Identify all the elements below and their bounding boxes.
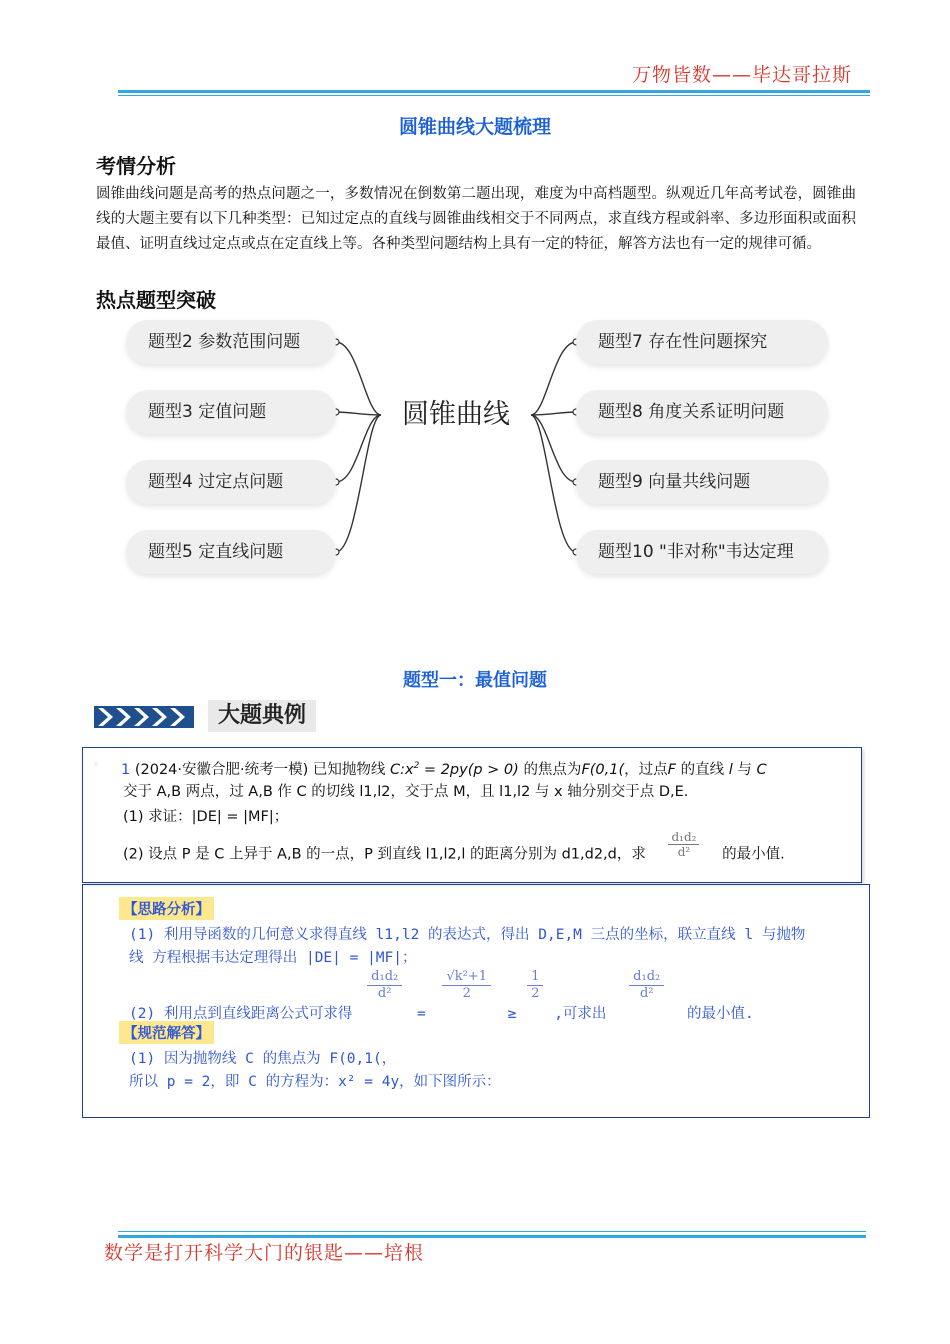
mindmap-node-right-2: 题型8 角度关系证明问题 [576, 390, 828, 434]
header-title: 万物皆数——毕达哥拉斯 [631, 64, 852, 86]
fraction-denominator: d² [377, 986, 392, 1001]
fraction-denominator: 2 [531, 986, 540, 1001]
connector-right-2 [531, 412, 576, 415]
mindmap-center: 圆锥曲线 [402, 399, 510, 430]
curve-name: C:x [390, 762, 414, 778]
mindmap-node-right-1: 题型7 存在性问题探究 [576, 320, 828, 364]
question-part-2-text: (2) 设点 P 是 C 上异于 A,B 的一点，P 到直线 l1,l2,l 的距离分别为 d1,d2,d，求 [123, 846, 646, 863]
chevrons-icon [94, 706, 194, 728]
section-heading-analysis: 考情分析 [96, 154, 176, 178]
header-rule [118, 90, 870, 93]
ratio-fraction [668, 830, 699, 859]
analysis-box [82, 884, 870, 1118]
analysis-part-2-mid: ,可求出 [554, 1005, 607, 1022]
footer-rule-thin [118, 1231, 866, 1232]
fraction-numerator: √k²+1 [442, 969, 491, 986]
analysis-fraction-2 [442, 969, 491, 1002]
connector-left-4 [336, 415, 381, 552]
fraction-denominator: 2 [462, 986, 471, 1001]
connector-right-1 [531, 342, 576, 415]
connector-left-1 [336, 342, 381, 415]
fraction-numerator: d₁d₂ [629, 969, 664, 986]
fraction-numerator: d₁d₂ [367, 969, 402, 986]
analysis-part-1-line-2: 线 方程根据韦达定理得出 |DE| = |MF|； [129, 950, 417, 966]
question-text: 与 [737, 762, 752, 778]
curve-equation: $C:x^2 = 2py(p > 0)$ [390, 761, 519, 778]
question-text: 的直线 [680, 762, 725, 778]
fraction-numerator: d₁d₂ [668, 830, 699, 845]
tag-thinking-analysis: 【思路分析】 [119, 897, 214, 920]
question-part-2-end: 的最小值. [722, 846, 785, 863]
question-line-2: 交于 A,B 两点，过 A,B 作 C 的切线 l1,l2，交于点 M，且 l1,l2 与 x 轴分别交于点 D,E. [123, 784, 689, 800]
ge-sign: ≥ [507, 1005, 517, 1022]
mindmap-node-left-3: 题型4 过定点问题 [126, 460, 336, 504]
section-heading-hot-topics: 热点题型突破 [96, 288, 216, 312]
analysis-part-2 [129, 969, 754, 1022]
banner-label: 大题典例 [208, 700, 316, 732]
question-number: 1 [121, 762, 131, 778]
example-banner [94, 700, 316, 732]
banner-chevrons [94, 706, 194, 728]
document-title: 圆锥曲线大题梳理 [398, 116, 551, 138]
mindmap-node-right-3: 题型9 向量共线问题 [576, 460, 828, 504]
equals-sign: = [416, 1005, 426, 1022]
mindmap-node-right-4: 题型10 "非对称"韦达定理 [576, 530, 828, 574]
line-l: l [728, 762, 733, 778]
tag-standard-solution: 【规范解答】 [119, 1021, 214, 1044]
mindmap-node-left-1: 题型2 参数范围问题 [126, 320, 336, 364]
header-rule-thin [118, 95, 870, 96]
fraction-denominator: d² [677, 845, 691, 859]
question-part-2 [123, 830, 785, 869]
question-text: ，过点 [624, 762, 668, 778]
curve-C: C [756, 762, 767, 778]
mindmap-node-left-2: 题型3 定值问题 [126, 390, 336, 434]
question-text: 已知抛物线 [312, 762, 386, 778]
intro-paragraph: 圆锥曲线问题是高考的热点问题之一，多数情况在倒数第二题出现，难度为中高档题型。纵观近几年高考试卷，圆锥曲线的大题主要有以下几种类型：已知过定点的直线与圆锥曲线相交于不同两点，求直线方程或斜率、多边形面积或面积最值、证明直线过定点或点在定直线上等。各种类型问题结构上具有一定的特征，解答方法也有一定的规律可循。 [96, 186, 856, 252]
fraction-denominator: d² [639, 986, 654, 1001]
analysis-fraction-1 [367, 969, 402, 1002]
mindmap [96, 302, 856, 588]
question-source: (2024·安徽合肥·统考一模) [134, 762, 309, 778]
question-type-title: 题型一：最值问题 [403, 670, 547, 691]
analysis-part-2-end: 的最小值. [686, 1005, 754, 1022]
analysis-part-2-text: (2) 利用点到直线距离公式可求得 [129, 1005, 353, 1022]
solution-line-2: 所以 p = 2，即 C 的方程为：x² = 4y，如下图所示： [129, 1074, 501, 1090]
point-F: F [667, 762, 676, 778]
connector-right-4 [531, 415, 576, 552]
question-marker-icon: ◦ [93, 758, 100, 771]
analysis-fraction-3 [527, 969, 543, 1002]
footer-quote: 数学是打开科学大门的银匙——培根 [104, 1242, 425, 1264]
solution-line-1: (1) 因为抛物线 C 的焦点为 F(0,1(， [129, 1051, 397, 1067]
question-text: 的焦点为 [523, 762, 582, 778]
fraction-numerator: 1 [527, 969, 543, 986]
analysis-fraction-4 [629, 969, 664, 1002]
mindmap-node-left-4: 题型5 定直线问题 [126, 530, 336, 574]
question-line-1 [121, 758, 767, 779]
connector-left-2 [336, 412, 381, 415]
curve-eq-rest: = 2py(p > 0) [419, 762, 519, 778]
analysis-part-1-line-1: (1) 利用导函数的几何意义求得直线 l1,l2 的表达式，得出 D,E,M 三点的坐标，联立直线 l 与抛物 [129, 927, 806, 943]
question-box [82, 747, 862, 883]
focus-point: F(0,1( [581, 762, 625, 778]
question-part-1: (1) 求证：|DE| = |MF|； [123, 809, 289, 825]
